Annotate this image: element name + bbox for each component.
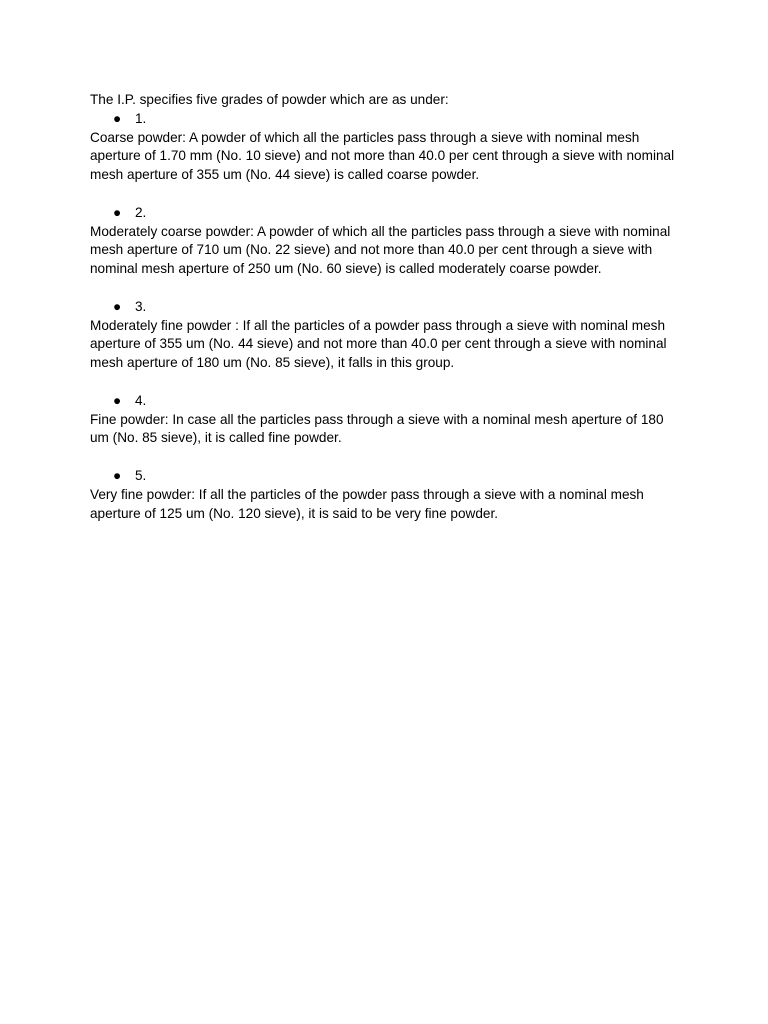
list-item-number: 3.: [135, 298, 147, 314]
grade-description: Moderately coarse powder: A powder of which all the particles pass through a sieve with nominal mesh aperture of 710 um (No. 22 sieve) and not more than 40.0 per cent through a sieve with nominal mesh aperture of 250 um (No. 60 sieve) is called moderately coarse powder.: [90, 223, 671, 277]
bullet-icon: ●: [113, 467, 122, 483]
document-body: [90, 91, 682, 523]
grade-item-5: [90, 467, 682, 523]
list-item-number: 1.: [135, 110, 147, 126]
bullet-icon: ●: [113, 392, 122, 408]
grade-description: Very fine powder: If all the particles of the powder pass through a sieve with a nominal mesh aperture of 125 um (No. 120 sieve), it is said to be very fine powder.: [90, 486, 644, 521]
grade-item-4: [90, 392, 682, 448]
grade-item-1: [90, 110, 682, 185]
grade-description: Fine powder: In case all the particles pass through a sieve with a nominal mesh aperture of 180 um (No. 85 sieve), it is called fine powder.: [90, 411, 664, 446]
bullet-icon: ●: [113, 298, 122, 314]
list-item-marker: [90, 392, 682, 411]
list-item-number: 5.: [135, 467, 147, 483]
grade-item-2: [90, 204, 682, 279]
list-item-marker: [90, 204, 682, 223]
list-item-number: 2.: [135, 204, 147, 220]
list-item-marker: [90, 110, 682, 129]
grade-description: Moderately fine powder : If all the particles of a powder pass through a sieve with nominal mesh aperture of 355 um (No. 44 sieve) and not more than 40.0 per cent through a sieve with nominal mesh aperture of 180 um (No. 85 sieve), it falls in this group.: [90, 317, 667, 371]
grade-item-3: [90, 298, 682, 373]
list-item-marker: [90, 298, 682, 317]
bullet-icon: ●: [113, 204, 122, 220]
grade-description: Coarse powder: A powder of which all the particles pass through a sieve with nominal mesh aperture of 1.70 mm (No. 10 sieve) and not more than 40.0 per cent through a sieve with nominal mesh aperture of 355 um (No. 44 sieve) is called coarse powder.: [90, 129, 675, 183]
intro-paragraph: The I.P. specifies five grades of powder which are as under:: [90, 92, 449, 107]
list-item-number: 4.: [135, 392, 147, 408]
list-item-marker: [90, 467, 682, 486]
bullet-icon: ●: [113, 110, 122, 126]
